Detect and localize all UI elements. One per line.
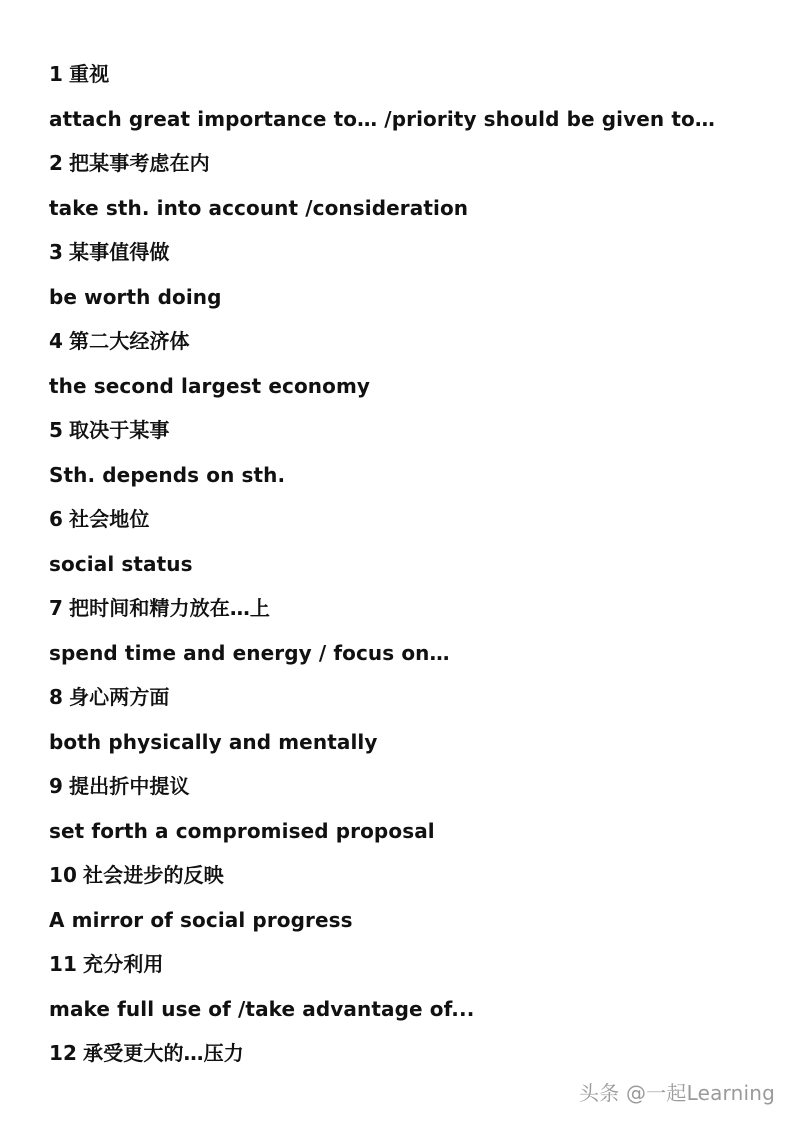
entry-english: make full use of /take advantage of... (49, 996, 475, 1021)
entry-7 (49, 586, 769, 675)
entry-chinese: 社会地位 (69, 507, 150, 531)
entry-heading (49, 319, 769, 364)
entry-english: set forth a compromised proposal (49, 818, 435, 843)
entry-heading (49, 230, 769, 275)
entry-number: 12 (49, 1041, 78, 1065)
entry-number: 8 (49, 685, 64, 709)
entry-4 (49, 319, 769, 408)
entry-heading (49, 942, 769, 987)
entry-9 (49, 764, 769, 853)
entry-chinese: 第二大经济体 (69, 329, 190, 353)
entry-chinese: 社会进步的反映 (83, 863, 224, 887)
entry-chinese: 某事值得做 (69, 240, 170, 264)
entry-heading (49, 408, 769, 453)
entry-8 (49, 675, 769, 764)
entry-heading (49, 1031, 769, 1076)
entry-number: 5 (49, 418, 64, 442)
entry-english: be worth doing (49, 284, 222, 309)
entry-number: 4 (49, 329, 64, 353)
document-body (49, 52, 769, 1076)
entry-number: 7 (49, 596, 64, 620)
entry-number: 9 (49, 774, 64, 798)
entry-chinese: 把某事考虑在内 (69, 151, 210, 175)
entry-chinese: 承受更大的…压力 (83, 1041, 244, 1065)
entry-english: attach great importance to… /priority should be given to… (49, 106, 715, 131)
entry-chinese: 提出折中提议 (69, 774, 190, 798)
entry-chinese: 把时间和精力放在…上 (69, 596, 271, 620)
entry-1 (49, 52, 769, 141)
entry-chinese: 重视 (69, 62, 110, 86)
entry-heading (49, 853, 769, 898)
entry-english: Sth. depends on sth. (49, 462, 286, 487)
entry-heading (49, 497, 769, 542)
entry-5 (49, 408, 769, 497)
entry-english: social status (49, 551, 193, 576)
entry-chinese: 身心两方面 (69, 685, 170, 709)
entry-english: both physically and mentally (49, 729, 378, 754)
entry-number: 2 (49, 151, 64, 175)
entry-number: 11 (49, 952, 78, 976)
entry-2 (49, 141, 769, 230)
entry-12 (49, 1031, 769, 1076)
entry-chinese: 取决于某事 (69, 418, 170, 442)
entry-11 (49, 942, 769, 1031)
entry-10 (49, 853, 769, 942)
entry-number: 10 (49, 863, 78, 887)
entry-3 (49, 230, 769, 319)
entry-english: A mirror of social progress (49, 907, 353, 932)
entry-english: take sth. into account /consideration (49, 195, 469, 220)
entry-english: the second largest economy (49, 373, 371, 398)
watermark: 头条 @一起Learning (579, 1081, 775, 1105)
entry-6 (49, 497, 769, 586)
entry-heading (49, 52, 769, 97)
entry-heading (49, 586, 769, 631)
entry-english: spend time and energy / focus on… (49, 640, 450, 665)
entry-heading (49, 141, 769, 186)
entry-chinese: 充分利用 (83, 952, 164, 976)
entry-number: 1 (49, 62, 64, 86)
entry-number: 3 (49, 240, 64, 264)
entry-number: 6 (49, 507, 64, 531)
entry-heading (49, 675, 769, 720)
entry-heading (49, 764, 769, 809)
